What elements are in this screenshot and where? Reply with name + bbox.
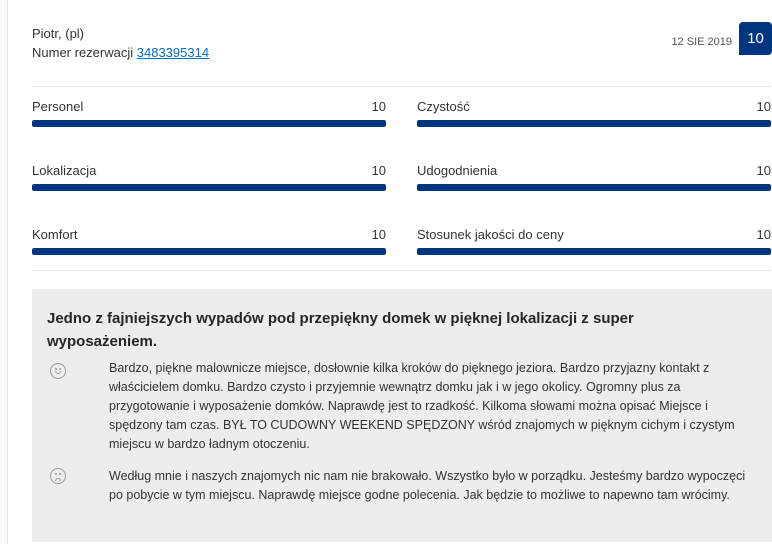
- category-bar: [417, 120, 771, 127]
- overall-score-badge: 10: [739, 22, 772, 55]
- category-label: Stosunek jakości do ceny: [417, 227, 564, 242]
- frown-mouth: [55, 478, 61, 481]
- category-bar-fill: [417, 184, 771, 191]
- smile-mouth: [55, 371, 61, 374]
- booking-number-link[interactable]: 3483395314: [136, 45, 210, 60]
- category-bar: [32, 184, 386, 191]
- category-label: Personel: [32, 99, 84, 114]
- category-value: 10: [756, 163, 771, 178]
- category-udogodnienia: [417, 163, 771, 193]
- category-bar: [32, 120, 386, 127]
- category-value: 10: [371, 163, 386, 178]
- category-bar-fill: [32, 248, 386, 255]
- negative-review-text: Według mnie i naszych znajomych nic nam nie brakowało. Wszystko było w porządku. Jesteśmy bardzo wypoczęci po pobycie w tym miejscu. Naprawdę miejsce godne polecenia. Jak będzie to możliwe to napewno tam wrócimy.: [109, 469, 746, 502]
- category-personel: [32, 99, 386, 129]
- category-komfort: [32, 227, 386, 257]
- smile-icon: [50, 363, 66, 379]
- divider-top: [32, 86, 771, 87]
- category-czystosc: [417, 99, 771, 129]
- category-value: 10: [371, 227, 386, 242]
- category-value: 10: [371, 99, 386, 114]
- category-bar-fill: [417, 120, 771, 127]
- review-date: 12 SIE 2019: [671, 36, 732, 48]
- left-rail: [0, 0, 8, 544]
- category-lokalizacja: [32, 163, 386, 193]
- category-label: Udogodnienia: [417, 163, 498, 178]
- category-label: Lokalizacja: [32, 163, 97, 178]
- booking-info: [32, 44, 209, 62]
- category-bar: [417, 248, 771, 255]
- review-content: [32, 289, 772, 542]
- category-bar-fill: [417, 248, 771, 255]
- positive-review-text: Bardzo, piękne malownicze miejsce, dosłownie kilka kroków do pięknego jeziora. Bardzo przyjazny kontakt z właścicielem domku. Bardzo czysto i przyjemnie wewnątrz domku jak i w jego okolicy. Ogromny plus za przygotowanie i wyposażenie domków. Naprawdę jest to rzadkość. Kilkoma słowami można opisać Miejsce i spędzony tam czas. BYŁ TO CUDOWNY WEEKEND SPĘDZONY wśród znajomych w pięknym cichym i czystym miejscu w bardzo ładnym otoczeniu.: [109, 361, 735, 451]
- category-stosunek-jakosci-do-ceny: [417, 227, 771, 257]
- reviewer-name: Piotr, (pl): [32, 26, 85, 41]
- review-title: Jedno z fajniejszych wypadów pod przepiękny domek w pięknej lokalizacji z super wyposażeniem.: [47, 310, 634, 350]
- frown-icon: [50, 468, 66, 484]
- category-bar-fill: [32, 184, 386, 191]
- category-value: 10: [756, 227, 771, 242]
- category-label: Komfort: [32, 227, 78, 242]
- booking-label: Numer rezerwacji: [32, 45, 134, 60]
- category-bar: [32, 248, 386, 255]
- category-bar-fill: [32, 120, 386, 127]
- divider-bottom: [32, 270, 771, 271]
- category-value: 10: [756, 99, 771, 114]
- category-label: Czystość: [417, 99, 470, 114]
- category-bar: [417, 184, 771, 191]
